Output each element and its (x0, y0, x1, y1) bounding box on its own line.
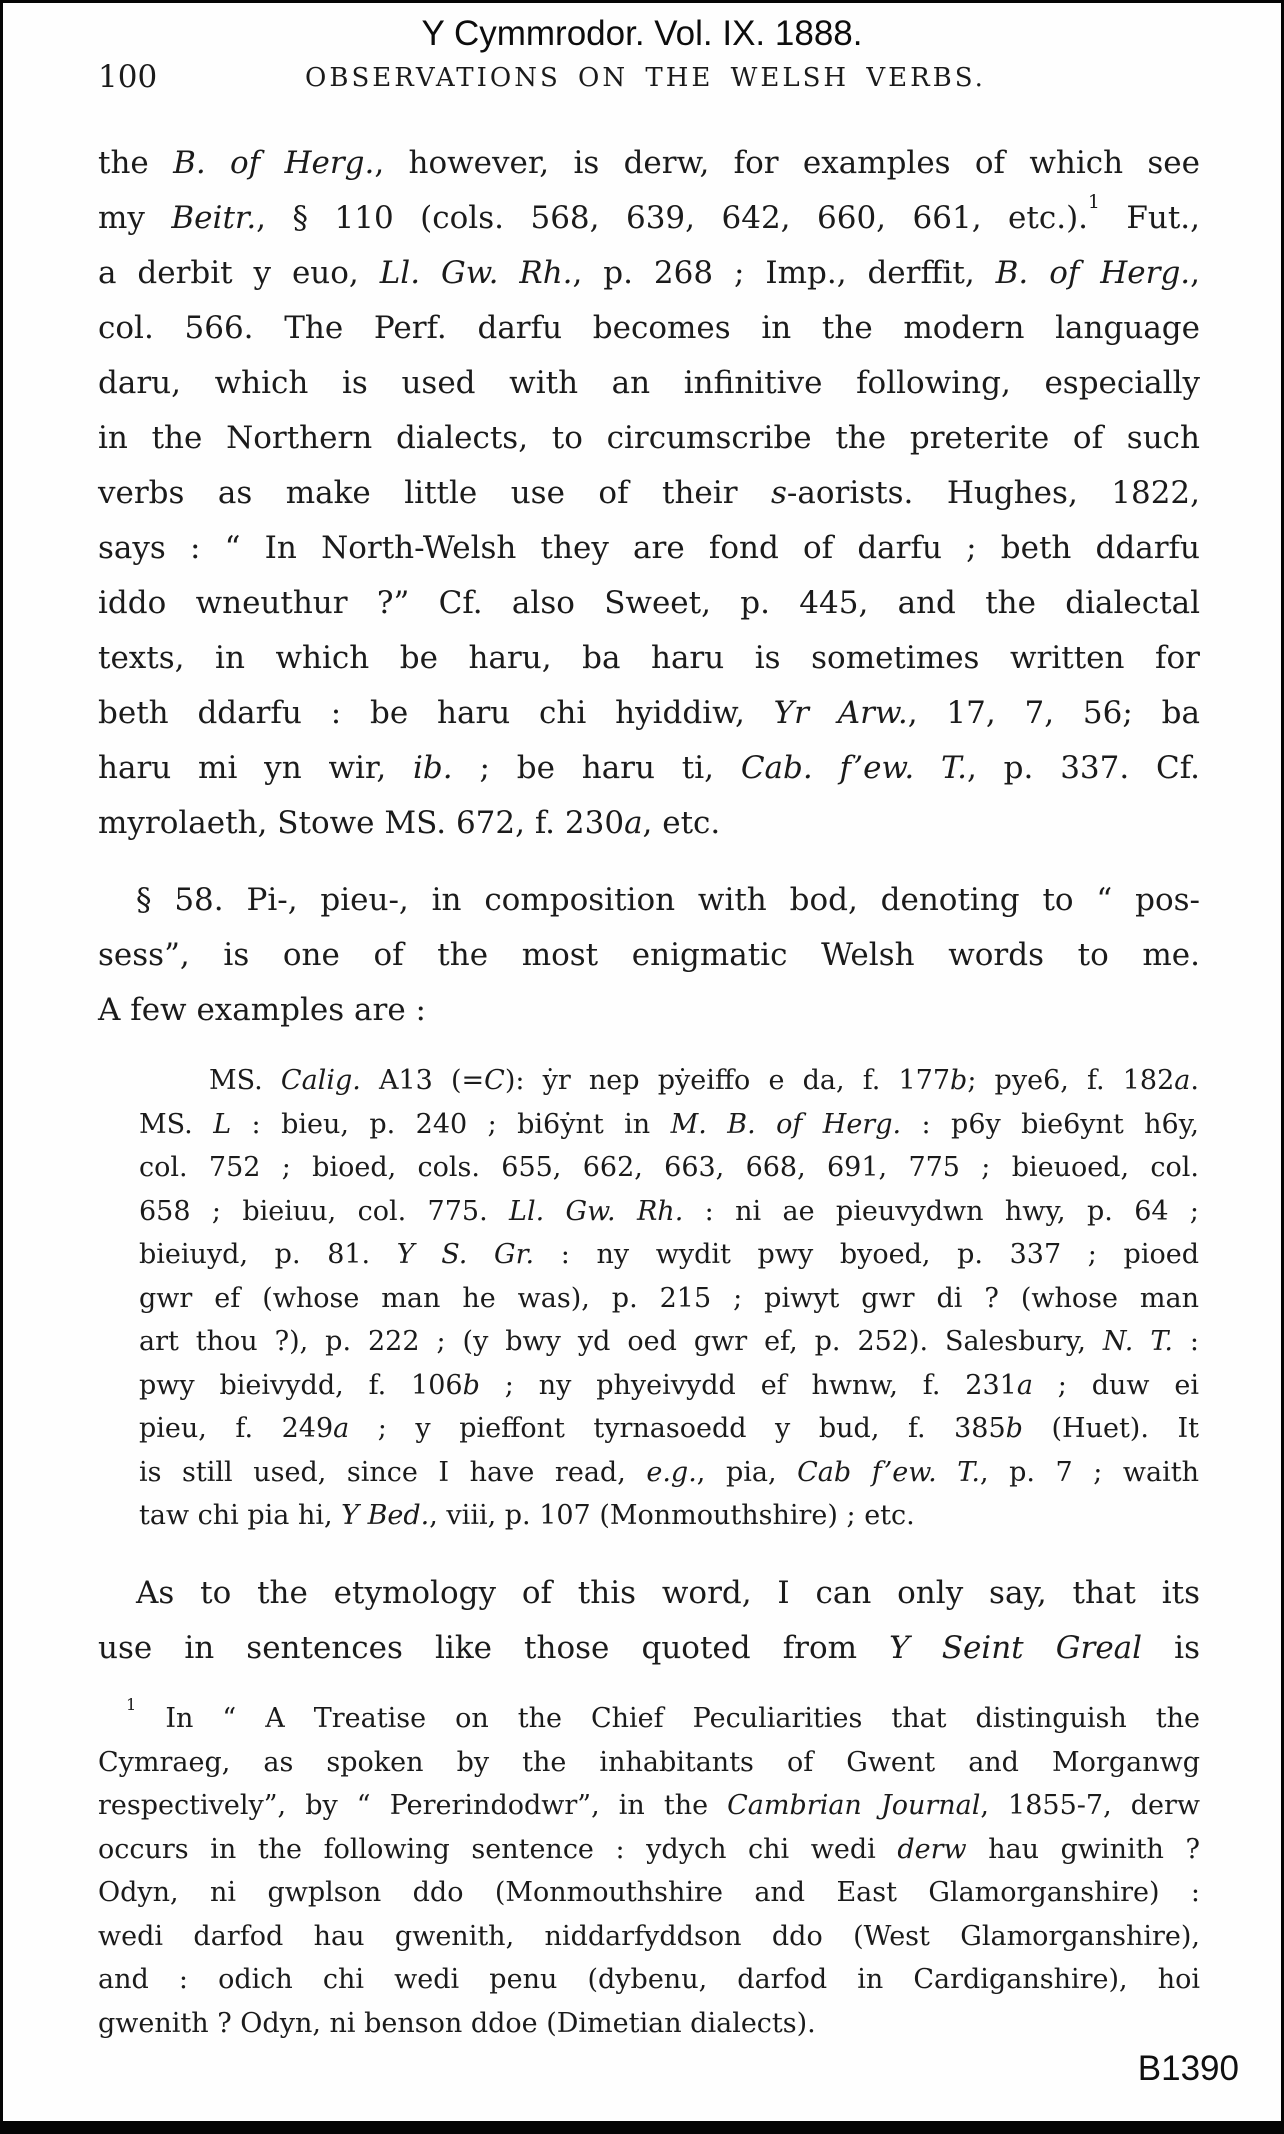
text-line (98, 521, 1200, 576)
text-segment: , p. 268 ; Imp., derffit, (572, 255, 996, 291)
text-segment: : p6y bie6ynt h6y, (901, 1108, 1199, 1140)
text-segment: : ny wydit pwy byoed, p. 337 ; pioed (534, 1239, 1199, 1270)
running-title: OBSERVATIONS ON THE WELSH VERBS. (305, 63, 986, 93)
text-segment: the (98, 145, 174, 181)
text-line (98, 796, 1200, 851)
text-segment: ; y pieffont tyrnasoedd y bud, f. 385 (349, 1413, 1006, 1444)
italic-text: a (1174, 1065, 1191, 1096)
text-line (139, 1146, 1199, 1190)
superscript-ref: 1 (126, 1694, 137, 1714)
text-segment: , 17, 7, 56; ba (907, 695, 1200, 731)
italic-text: M. (670, 1108, 707, 1140)
text-segment: gwenith ? Odyn, ni benson ddoe (Dimetian dialects). (98, 2007, 816, 2039)
text-segment: pwy bieivydd, f. 106 (139, 1369, 463, 1401)
text-segment: MS. (209, 1065, 281, 1096)
text-segment: (Huet). It (1022, 1413, 1199, 1444)
text-line (98, 1958, 1200, 2002)
italic-text: Beitr. (171, 200, 257, 236)
text-segment: is (1142, 1630, 1200, 1666)
volume-header: Y Cymmrodor. Vol. IX. 1888. (421, 14, 863, 53)
text-segment: , § 110 (cols. 568, 639, 642, 660, 661, etc.). (256, 200, 1089, 236)
text-segment: art thou ?), p. 222 ; (y bwy yd oed gwr ef, p. 252). Salesbury, (139, 1326, 1103, 1357)
text-segment: , p. 7 ; waith (979, 1456, 1199, 1488)
italic-text: Cambrian Journal (727, 1790, 981, 1821)
paragraph-darfu (98, 136, 1200, 851)
text-segment: respectively”, by “ Pererindodwr”, in the (98, 1790, 728, 1821)
text-line (139, 1407, 1199, 1451)
italic-text: Cab. f’ew. T. (740, 750, 968, 786)
text-line (98, 576, 1200, 631)
text-line (98, 1784, 1200, 1828)
italic-text: B. of Herg. (995, 255, 1191, 291)
text-line (98, 1694, 1200, 1741)
italic-text: a (1016, 1369, 1033, 1401)
text-segment: in the Northern dialects, to circumscribe the preterite of such (98, 420, 1200, 456)
text-segment: ; pye6, f. 182 (967, 1065, 1175, 1096)
text-segment: and : odich chi wedi penu (dybenu, darfod in Cardiganshire), hoi (98, 1964, 1200, 1995)
italic-text: Y Bed. (341, 1500, 430, 1531)
text-segment: A13 (= (360, 1065, 485, 1096)
text-segment: myrolaeth, Stowe MS. 672, f. 230 (98, 805, 625, 841)
paragraph-section-58 (98, 873, 1200, 1038)
text-line (98, 983, 1200, 1038)
text-segment (707, 1109, 727, 1140)
text-segment: . (1190, 1065, 1199, 1096)
text-segment: Odyn, ni gwplson ddo (Monmouthshire and East Glamorganshire) : (98, 1877, 1200, 1908)
text-segment: texts, in which be haru, ba haru is sometimes written for (98, 640, 1200, 676)
italic-text: Cab f’ew. T. (797, 1456, 980, 1488)
italic-text: Ll. Gw. Rh. (509, 1195, 684, 1227)
running-header (98, 51, 1193, 95)
italic-text: b (950, 1065, 968, 1096)
text-line (139, 1190, 1199, 1234)
text-line (98, 631, 1200, 686)
text-segment: is still used, since I have read, (139, 1456, 647, 1488)
text-segment: verbs as make little use of their (98, 475, 771, 511)
text-line (98, 1621, 1200, 1676)
text-line (98, 1871, 1200, 1915)
italic-text: Calig. (280, 1065, 361, 1096)
text-line (98, 411, 1200, 466)
italic-text: Y Seint Greal (889, 1630, 1143, 1666)
text-line (98, 873, 1200, 928)
text-segment: col. 752 ; bioed, cols. 655, 662, 663, 668, 691, 775 ; bieuoed, col. (139, 1152, 1199, 1183)
footnote-block (98, 1694, 1201, 2045)
text-segment: MS. (139, 1108, 214, 1140)
text-line (98, 191, 1200, 246)
text-segment: In “ A Treatise on the Chief Peculiarities that distinguish the (136, 1703, 1200, 1734)
text-line (139, 1451, 1199, 1495)
italic-text: L (213, 1108, 232, 1140)
text-segment: : bieu, p. 240 ; bi6ẏnt in (231, 1108, 671, 1140)
text-segment: , viii, p. 107 (Monmouthshire) ; etc. (429, 1500, 915, 1531)
italic-text: ib. (413, 750, 453, 786)
italic-text: s (771, 475, 787, 511)
italic-text: Yr Arw. (773, 695, 908, 731)
text-segment: a derbit y euo, (98, 255, 380, 291)
text-line (139, 1277, 1199, 1321)
text-line (98, 136, 1200, 191)
italic-text: Y S. Gr. (396, 1239, 535, 1270)
italic-text: C (484, 1065, 505, 1096)
text-segment: taw chi pia hi, (139, 1500, 342, 1531)
text-segment: occurs in the following sentence : ydych chi wedi (98, 1833, 898, 1865)
text-segment: , however, is derw, for examples of which see (374, 145, 1200, 181)
text-segment: Fut., (1099, 200, 1200, 236)
page-number: 100 (98, 59, 158, 95)
paragraph-etymology (98, 1566, 1200, 1676)
italic-text: Ll. Gw. Rh. (379, 255, 573, 291)
text-line (98, 1915, 1200, 1959)
text-segment: : (1172, 1326, 1200, 1357)
text-line (98, 301, 1200, 356)
italic-text: e.g. (646, 1456, 697, 1488)
text-segment: ; be haru ti, (452, 750, 741, 786)
italic-text: derw (897, 1833, 967, 1865)
text-segment: wedi darfod hau gwenith, niddarfyddson ddo (West Glamorganshire), (98, 1920, 1200, 1952)
text-line (139, 1233, 1199, 1277)
italic-text: b (462, 1369, 480, 1401)
text-segment: col. 566. The Perf. darfu becomes in the modern language (98, 310, 1200, 346)
text-segment: , (1190, 255, 1200, 291)
text-line (139, 1059, 1199, 1103)
italic-text: B. of Herg. (173, 145, 375, 181)
text-segment: ): ẏr nep pẏeiffo e da, f. 177 (504, 1065, 951, 1096)
text-line (98, 466, 1200, 521)
italic-text: b (1005, 1413, 1023, 1444)
text-segment: sess”, is one of the most enigmatic Welsh words to me. (98, 937, 1200, 973)
text-line (98, 356, 1200, 411)
text-line (98, 1566, 1200, 1621)
text-segment: A few examples are : (98, 992, 426, 1028)
text-segment: haru mi yn wir, (98, 750, 414, 786)
text-line (98, 1828, 1200, 1872)
text-line (98, 741, 1200, 796)
text-segment: , etc. (642, 805, 721, 841)
text-line (98, 246, 1200, 301)
text-segment: , p. 337. Cf. (967, 750, 1200, 786)
text-segment: pieu, f. 249 (139, 1413, 334, 1444)
text-line (98, 1741, 1200, 1785)
text-line (139, 1494, 1199, 1538)
text-line (139, 1364, 1199, 1408)
text-line (98, 686, 1200, 741)
text-segment: my (98, 200, 172, 236)
text-line (139, 1320, 1199, 1364)
text-segment: daru, which is used with an infinitive following, especially (98, 365, 1200, 401)
text-segment: ; duw ei (1032, 1369, 1200, 1401)
italic-text: a (624, 805, 643, 841)
text-segment: Cymraeg, as spoken by the inhabitants of Gwent and Morganwg (98, 1746, 1200, 1778)
text-segment: says : “ In North-Welsh they are fond of darfu ; beth ddarfu (98, 530, 1200, 566)
italic-text: B. of Herg. (727, 1108, 902, 1140)
text-segment: beth ddarfu : be haru chi hyiddiw, (98, 695, 774, 731)
text-segment: use in sentences like those quoted from (98, 1630, 890, 1666)
text-segment: -aorists. Hughes, 1822, (786, 475, 1201, 511)
text-segment: § 58. Pi-, pieu-, in composition with bod, denoting to “ pos- (136, 882, 1200, 918)
text-segment: iddo wneuthur ?” Cf. also Sweet, p. 445, and the dialectal (98, 585, 1200, 621)
text-segment: , pia, (696, 1456, 798, 1488)
text-segment: hau gwinith ? (966, 1833, 1200, 1865)
examples-excerpt-block (139, 1059, 1199, 1538)
text-line (98, 928, 1200, 983)
shelfmark-stamp: B1390 (1137, 2049, 1239, 2088)
italic-text: N. T. (1102, 1326, 1173, 1357)
text-line (98, 2002, 1200, 2046)
italic-text: a (333, 1413, 350, 1444)
text-segment: ; ny phyeivydd ef hwnw, f. 231 (479, 1369, 1017, 1401)
text-segment: bieiuyd, p. 81. (139, 1239, 397, 1270)
text-line (139, 1103, 1199, 1147)
text-segment: As to the etymology of this word, I can only say, that its (136, 1575, 1200, 1611)
text-segment: : ni ae pieuvydwn hwy, p. 64 ; (683, 1195, 1200, 1227)
superscript-ref: 1 (1088, 192, 1100, 214)
text-segment: 658 ; bieiuu, col. 775. (139, 1195, 510, 1227)
text-segment: gwr ef (whose man he was), p. 215 ; piwyt gwr di ? (whose man (139, 1282, 1199, 1314)
text-segment: , 1855-7, derw (980, 1790, 1201, 1821)
